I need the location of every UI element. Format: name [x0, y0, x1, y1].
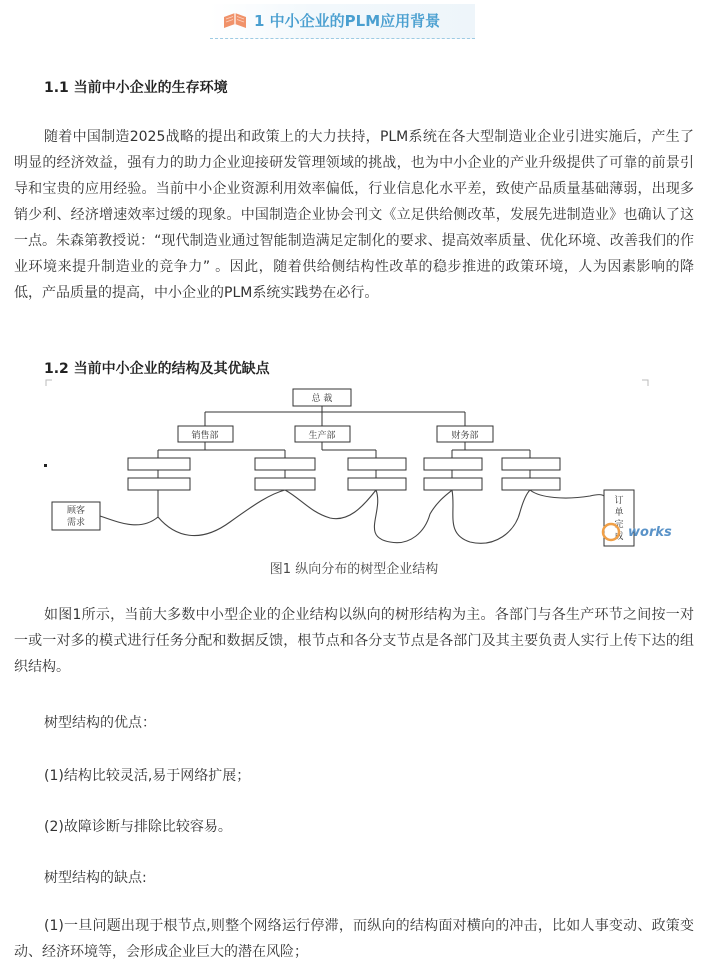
org-chart-figure: [0, 372, 708, 552]
corner-mark-right: [642, 380, 648, 386]
section-heading-1-2: 1.2 当前中小企业的结构及其优缺点: [44, 361, 270, 377]
org-chart-diagram: [0, 372, 708, 552]
section-title: 1 中小企业的PLM应用背景: [254, 12, 441, 30]
disadvantage-item-1: (1)一旦问题出现于根节点,则整个网络运行停滞，而纵向的结构面对横向的冲击，比如人事变动、政策变动、经济环境等，会形成企业巨大的潜在风险；: [14, 918, 694, 960]
watermark-text: works: [628, 525, 672, 540]
flow-curve: [100, 490, 604, 543]
figure-caption: 图1 纵向分布的树型企业结构: [269, 562, 439, 577]
advantages-heading: 树型结构的优点：: [44, 715, 156, 731]
branch-lines: [158, 442, 530, 458]
section-heading-1-1: 1.1 当前中小企业的生存环境: [44, 80, 228, 96]
paragraph-figure-description: 如图1所示，当前大多数中小型企业的企业结构以纵向的树形结构为主。各部门与各生产环节之间按一对一或一对多的模式进行任务分配和数据反馈，根节点和各分支节点是各部门及其主要负责人实行上传下达的组织结构。: [14, 607, 694, 675]
label-president: 总 裁: [311, 394, 333, 404]
paragraph-environment: 随着中国制造2025战略的提出和政策上的大力扶持，PLM系统在各大型制造业企业引进实施后，产生了明显的经济效益，强有力的助力企业迎接研发管理领域的挑战，也为中小企业的产业升级提供了可靠的前景引导和宝贵的应用经验。当前中小企业资源利用效率偏低，行业信息化水平差，致使产品质量基础薄弱，出现多销少利、经济增速效率过缓的现象。中国制造企业协会刊文《立足供给侧改革，发展先进制造业》也确认了这一点。朱森第教授说：“现代制造业通过智能制造满足定制化的要求、提高效率质量、优化环境、改善我们的作业环境来提升制造业的竞争力” 。因此，随着供给侧结构性改革的稳步推进的政策环境，人为因素影响的降低，产品质量的提高，中小企业的PLM系统实践势在必行。: [14, 129, 694, 301]
label-customer-demand-1: 顾客: [66, 506, 86, 516]
label-customer-demand-2: 需求: [66, 518, 86, 528]
label-order-3: 完: [614, 520, 624, 530]
section-banner: [210, 4, 475, 39]
bullet-dot: [44, 464, 47, 467]
label-production: 生产部: [308, 431, 336, 441]
advantage-item-1: (1)结构比较灵活,易于网络扩展；: [44, 768, 251, 784]
label-order-2: 单: [614, 508, 624, 518]
label-order-4: 成: [614, 532, 624, 542]
label-sales: 销售部: [191, 431, 219, 441]
advantage-item-2: (2)故障诊断与排除比较容易。: [44, 819, 232, 835]
process-boxes-row2: [128, 478, 560, 490]
book-icon: [222, 11, 248, 31]
corner-mark-left: [46, 380, 52, 386]
process-boxes-row1: [128, 458, 560, 470]
label-order-1: 订: [614, 496, 624, 506]
process-links: [158, 470, 530, 478]
label-finance: 财务部: [451, 431, 479, 441]
disadvantages-heading: 树型结构的缺点:: [44, 870, 147, 886]
